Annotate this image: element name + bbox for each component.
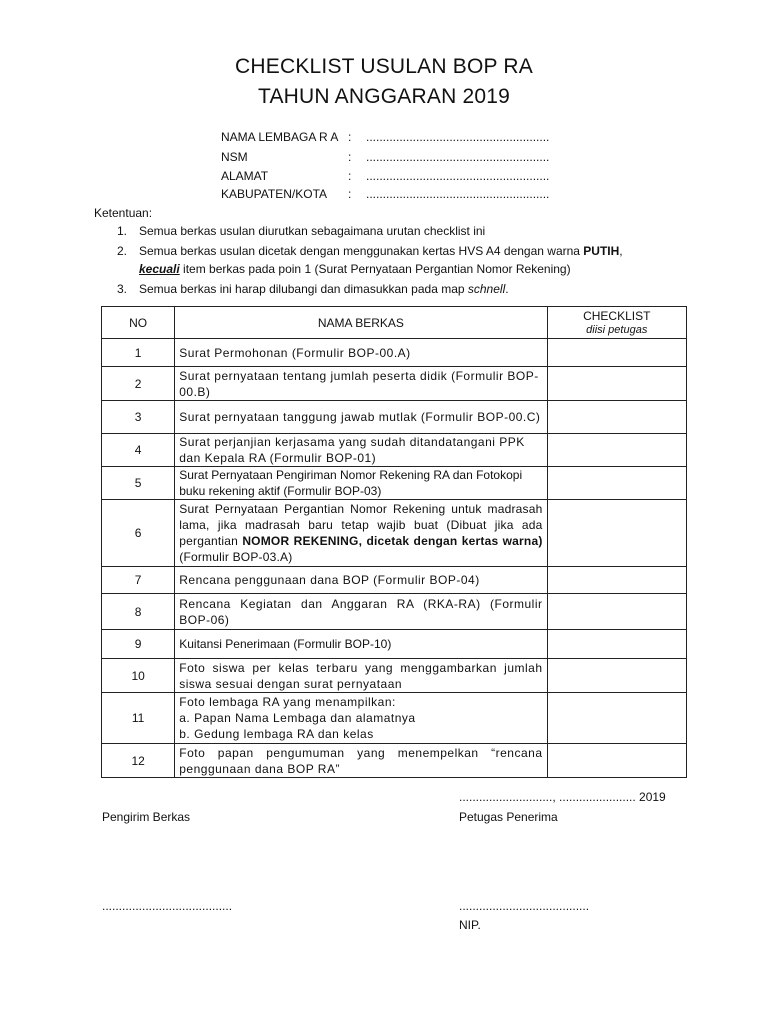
- rule-text-line2: [139, 260, 719, 278]
- checklist-cell[interactable]: [547, 567, 686, 594]
- rule-number: 3.: [117, 282, 128, 296]
- field-label: NAMA LEMBAGA R A: [221, 130, 339, 144]
- checklist-cell[interactable]: [547, 594, 686, 630]
- row-document-name: Rencana Kegiatan dan Anggaran RA (RKA-RA) (Formulir BOP-06): [175, 594, 547, 630]
- header-no: NO: [102, 307, 175, 339]
- checklist-cell[interactable]: [547, 744, 686, 778]
- row-text-part: Surat Pernyataan Pergantian Nomor Rekening untuk madrasah lama, jika madrasah baru tetap wajib buat (Dibuat jika ada pergantian: [179, 502, 543, 548]
- table-row: [102, 401, 687, 434]
- checklist-cell[interactable]: [547, 367, 686, 401]
- row-document-name: Surat Permohonan (Formulir BOP-00.A): [175, 339, 547, 367]
- field-label: NSM: [221, 150, 248, 164]
- row-document-name: [175, 500, 547, 567]
- rule-text: [139, 242, 719, 260]
- header-checklist: [547, 307, 686, 339]
- rule-text-part: item berkas pada poin 1 (Surat Pernyataan Pergantian Nomor Rekening): [179, 262, 571, 276]
- field-label: KABUPATEN/KOTA: [221, 187, 328, 201]
- rule-number: 1.: [117, 224, 128, 238]
- table-header-row: [102, 307, 687, 339]
- row-number: 5: [102, 467, 175, 500]
- checklist-cell[interactable]: [547, 434, 686, 467]
- row-text-line: Foto lembaga RA yang menampilkan:: [179, 695, 396, 709]
- checklist-cell[interactable]: [547, 401, 686, 434]
- sender-signature-line[interactable]: .......................................: [102, 899, 233, 913]
- table-row: [102, 744, 687, 778]
- header-checklist-sub: diisi petugas: [586, 323, 648, 336]
- table-row: [102, 500, 687, 567]
- rule-text-part: Semua berkas usulan dicetak dengan menggunakan kertas HVS A4 dengan warna: [139, 244, 584, 258]
- receiver-signature-line[interactable]: .......................................: [459, 899, 590, 913]
- row-document-name: Rencana penggunaan dana BOP (Formulir BOP-04): [175, 567, 547, 594]
- table-row: [102, 467, 687, 500]
- rule-text-part: .: [505, 282, 509, 296]
- field-alamat: [221, 167, 549, 185]
- row-number: 11: [102, 693, 175, 744]
- row-text-bold: NOMOR REKENING, dicetak dengan kertas warna): [242, 534, 543, 548]
- row-number: 12: [102, 744, 175, 778]
- table-row: [102, 434, 687, 467]
- row-number: 9: [102, 630, 175, 659]
- field-kabupaten-kota: [221, 185, 549, 203]
- row-text-part: (Formulir BOP-03.A): [179, 550, 293, 564]
- row-text-line: a. Papan Nama Lembaga dan alamatnya: [179, 711, 416, 725]
- checklist-cell[interactable]: [547, 659, 686, 693]
- header-nama-berkas: NAMA BERKAS: [175, 307, 547, 339]
- row-text-line: b. Gedung lembaga RA dan kelas: [179, 727, 374, 741]
- nip-label: NIP.: [459, 918, 481, 932]
- table-row: [102, 367, 687, 401]
- field-blank[interactable]: .......................................................: [366, 150, 550, 164]
- checklist-cell[interactable]: [547, 467, 686, 500]
- field-colon: :: [348, 169, 352, 183]
- rule-text-part: Semua berkas ini harap dilubangi dan dimasukkan pada map: [139, 282, 468, 296]
- checklist-cell[interactable]: [547, 339, 686, 367]
- rule-text-italic: schnell: [467, 282, 506, 296]
- field-label: ALAMAT: [221, 169, 269, 183]
- header-checklist-label: CHECKLIST: [583, 308, 651, 323]
- checklist-cell[interactable]: [547, 630, 686, 659]
- row-number: 3: [102, 401, 175, 434]
- row-number: 7: [102, 567, 175, 594]
- table-row: [102, 339, 687, 367]
- rule-number: 2.: [117, 244, 128, 258]
- row-number: 6: [102, 500, 175, 567]
- receiver-label: Petugas Penerima: [459, 810, 558, 824]
- row-document-name: [175, 693, 547, 744]
- field-blank[interactable]: .......................................................: [366, 130, 550, 144]
- row-document-name: Kuitansi Penerimaan (Formulir BOP-10): [175, 630, 547, 659]
- field-blank[interactable]: .......................................................: [366, 187, 550, 201]
- rule-text-part: ,: [619, 244, 623, 258]
- row-document-name: Surat pernyataan tanggung jawab mutlak (Formulir BOP-00.C): [175, 401, 547, 434]
- table-row: [102, 659, 687, 693]
- row-number: 10: [102, 659, 175, 693]
- row-document-name: Surat pernyataan tentang jumlah peserta didik (Formulir BOP-00.B): [175, 367, 547, 401]
- field-colon: :: [348, 187, 352, 201]
- checklist-cell[interactable]: [547, 693, 686, 744]
- rule-text-bold: PUTIH: [583, 244, 620, 258]
- signature-date-line[interactable]: ............................, ....................... 2019: [459, 790, 666, 804]
- row-document-name: Surat perjanjian kerjasama yang sudah ditandatangani PPK dan Kepala RA (Formulir BOP-01): [175, 434, 547, 467]
- row-number: 4: [102, 434, 175, 467]
- row-number: 2: [102, 367, 175, 401]
- field-colon: :: [348, 130, 352, 144]
- rule-text: Semua berkas usulan diurutkan sebagaimana urutan checklist ini: [139, 224, 486, 238]
- table-row: [102, 630, 687, 659]
- field-nsm: [221, 148, 549, 166]
- ketentuan-heading: Ketentuan:: [94, 206, 153, 220]
- row-document-name: Foto siswa per kelas terbaru yang menggambarkan jumlah siswa sesuai dengan surat pernyataan: [175, 659, 547, 693]
- row-document-name: Surat Pernyataan Pengiriman Nomor Rekening RA dan Fotokopi buku rekening aktif (Formulir BOP-03): [175, 467, 547, 500]
- checklist-cell[interactable]: [547, 500, 686, 567]
- field-nama-lembaga: [221, 128, 549, 146]
- row-document-name: Foto papan pengumuman yang menempelkan “rencana penggunaan dana BOP RA”: [175, 744, 547, 778]
- row-number: 1: [102, 339, 175, 367]
- doc-title-line1: CHECKLIST USULAN BOP RA: [235, 55, 533, 78]
- table-row: [102, 693, 687, 744]
- doc-title-line2: TAHUN ANGGARAN 2019: [258, 85, 510, 108]
- field-blank[interactable]: .......................................................: [366, 169, 550, 183]
- row-number: 8: [102, 594, 175, 630]
- table-row: [102, 567, 687, 594]
- rule-text-emphasis: kecuali: [139, 262, 180, 276]
- field-colon: :: [348, 150, 352, 164]
- sender-label: Pengirim Berkas: [102, 810, 191, 824]
- checklist-table: [101, 306, 687, 778]
- rule-text: [139, 280, 719, 298]
- table-row: [102, 594, 687, 630]
